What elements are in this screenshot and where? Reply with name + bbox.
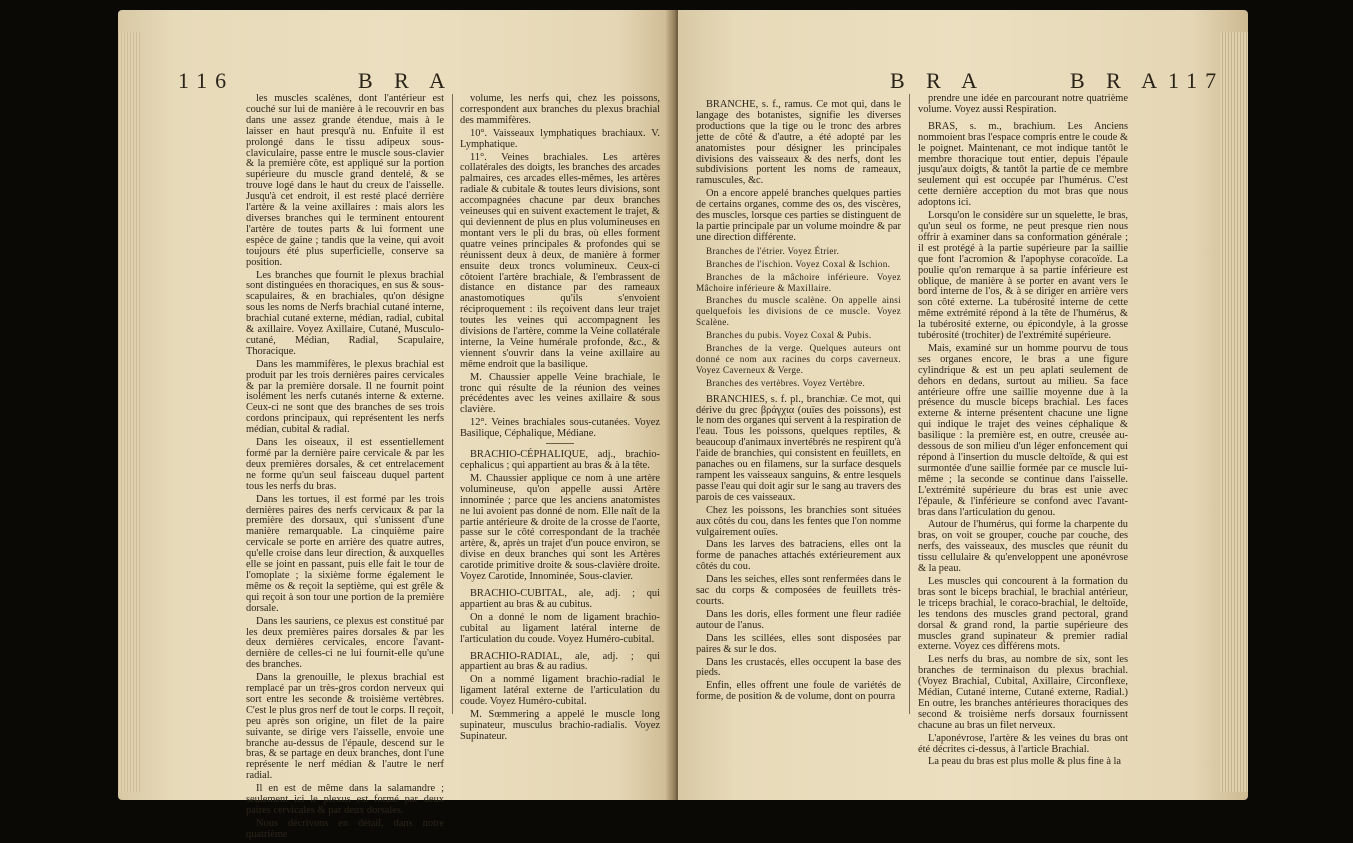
paragraph: Dans les doris, elles forment une fleur radiée autour de l'anus. <box>696 608 901 631</box>
paragraph: prendre une idée en parcourant notre quatrième volume. Voyez aussi Respiration. <box>918 93 1128 115</box>
dictionary-entry: BRACHIO-CÉPHALIQUE, adj., brachio-cephalicus ; qui appartient au bras & à la tête. <box>460 449 660 471</box>
paragraph: Dans les crustacés, elles occupent la base des pieds. <box>696 656 901 679</box>
paragraph: Chez les poissons, les branchies sont situées aux côtés du cou, dans les fentes que l'on nomme vulgairement ouïes. <box>696 504 901 538</box>
right-column-2 <box>918 94 1128 770</box>
paragraph: Lorsqu'on le considère sur un squelette, le bras, qu'un seul os forme, ne peut presque rien nous offrir à examiner dans sa conformation générale ; il est protégé à la partie supérieure par la saillie que font l'acromion & l'apophyse coracoïde. La poulie qu'on remarque à sa partie inférieure est oblique, de manière à se porter en avant vers le bord interne de l'os, & à se diriger en arrière vers son côté externe. La tubérosité interne de cette même extrémité répond à la tête de l'humérus, & la tubérosité externe, ou épicondyle, à la grosse tubérosité (trochiter) de l'extrémité supérieure. <box>918 210 1128 342</box>
page-edges-left <box>118 32 140 792</box>
sub-entry: Branches de la mâchoire inférieure. Voyez Mâchoire inférieure & Maxillaire. <box>696 271 901 293</box>
paragraph: Dans les sauriens, ce plexus est constitué par les deux premières paires dorsales & par les deux dernières cervicales, encore l'avant-dernière de celles-ci ne lui fournit-elle qu'une des branches. <box>246 615 444 671</box>
sub-entry: Branches des vertèbres. Voyez Vertèbre. <box>706 377 866 388</box>
section-rule <box>546 443 574 444</box>
paragraph: Dans les mammifères, le plexus brachial est produit par les trois dernières paires cervicales & par la première dorsale. Il ne fournit point isolément les nerfs cutanés interne & externe. Ceux-ci ne sont que des branches de ses trois cordons principaux, qui représentent les nerfs médian, cubital & radial. <box>246 358 444 436</box>
paragraph: Nous décrivons en détail, dans notre quatrième <box>246 817 444 840</box>
open-book <box>118 10 1248 840</box>
paragraph: Dans la grenouille, le plexus brachial est remplacé par un très-gros cordon nerveux qui sort entre les seconde & troisième vertèbres. C'est le plus gros nerf de tout le corps. Il reçoit, peu après son origine, un filet de la paire suivante, se dirige vers l'aisselle, envoie une branche au-dessus de l'épaule, descend sur le bras, & se partage en deux branches, dont l'une représente le nerf médian & l'autre le nerf radial. <box>246 672 444 782</box>
left-column-1 <box>246 94 444 843</box>
paragraph: Dans les seiches, elles sont renfermées dans le sac du corps & composées de feuillets très-courts. <box>696 574 901 607</box>
paragraph: Les muscles qui concourent à la formation du bras sont le biceps brachial, le brachial antérieur, le triceps brachial, le coraco-brachial, le deltoïde, les tendons des muscles grand pectoral, grand dorsal & grand rond, la partie supérieure des muscles grand supinateur & premier radial externe. Voyez ces différens mots. <box>918 575 1128 653</box>
paragraph: M. Chaussier applique ce nom à une artère volumineuse, qu'on appelle aussi Artère innominée ; parce que les anciens anatomistes ne lui avoient pas donné de nom. Elle naît de la partie antérieure & droite de la crosse de l'aorte, passe sur le côté correspondant de la trachée artère, &, après un trajet d'un pouce environ, se divise en deux branches qui sont les Artères carotide primitive droite & sous-clavière droite. Voyez Carotide, Innominée, Sous-clavier. <box>460 472 660 583</box>
dictionary-entry: BRAS, s. m., brachium. Les Anciens nommoient bras l'espace compris entre le coude & le poignet. Maintenant, ce mot indique tantôt le membre thoracique tout entier, depuis l'épaule jusqu'aux doigts, & tantôt la partie de ce membre seulement qui est occupée par l'humérus. C'est cette dernière acception du mot bras que nous adoptons ici. <box>918 120 1128 209</box>
dictionary-entry: BRACHIO-RADIAL, ale, adj. ; qui appartient au bras & au radius. <box>460 650 660 673</box>
dictionary-entry: BRANCHIES, s. f. pl., branchiæ. Ce mot, qui dérive du grec βράγχια (ouïes des poissons), est le nom des organes qui servent à la respiration de l'eau. Tous les poissons, quelques reptiles, & beaucoup d'animaux invertébrés ne respirent qu'à l'aide de branchies, qui consistent en feuillets, en panaches ou en filamens, sur la surface desquels rampent les vaisseaux sanguins, & entre lesquels passe l'eau qui doit agir sur le sang au travers des parois de ces vaisseaux. <box>696 393 901 503</box>
paragraph: L'aponévrose, l'artère & les veines du bras ont été décrites ci-dessus, à l'article Brachial. <box>918 732 1128 755</box>
right-running-header: B R A <box>1070 68 1166 93</box>
right-page <box>678 10 1248 800</box>
column-divider <box>909 94 910 714</box>
dictionary-entry: BRANCHE, s. f., ramus. Ce mot qui, dans le langage des botanistes, signifie les diverses productions que la tige ou le tronc des arbres jette de côté & d'autre, a été adopté par les anatomistes pour désigner les principales divisions des vaisseaux & des nerfs, dont les subdivisions portent les noms de rameaux, ramuscules, &c. <box>696 99 901 187</box>
sub-entry: Branches de l'étrier. Voyez Étrier. <box>706 245 840 256</box>
paragraph: Autour de l'humérus, qui forme la charpente du bras, on voit se grouper, couche par couche, des nerfs, des vaisseaux, des muscles que réunit du tissu cellulaire & qu'enveloppent une aponévrose & la peau. <box>918 519 1128 575</box>
dictionary-entry: BRACHIO-CUBITAL, ale, adj. ; qui appartient au bras & au cubitus. <box>460 587 660 610</box>
sub-entry: Branches de la verge. Quelques auteurs ont donné ce nom aux racines du corps caverneux. Voyez Caverneux & Verge. <box>696 343 901 375</box>
paragraph: On a nommé ligament brachio-radial le ligament latéral externe de l'articulation du coude. Voyez Huméro-cubital. <box>460 674 660 708</box>
paragraph: les muscles scalènes, dont l'antérieur est couché sur lui de manière à le recouvrir en bas dans une assez grande étendue, mais à le laisser en haut presqu'à nu. Enfuite il est prolongé dans le tissu adipeux sous-claviculaire, passe entre le muscle sous-clavier & la première côte, est appliqué sur la portion supérieure du muscle grand dentelé, & se trouve logé dans le haut du creux de l'aisselle. Jusqu'à cet endroit, il est resté placé derrière l'artère & la veine axillaires : mais alors les diverses branches qui le terminent entourent l'artère de toutes parts & lui forment une espèce de gaine ; tandis que la veine, qui avoit toujours été plus superficielle, conserve sa position. <box>246 93 444 268</box>
left-page <box>118 10 673 840</box>
paragraph: On a donné le nom de ligament brachio-cubital au ligament latéral interne de l'articulation du coude. Voyez Huméro-cubital. <box>460 611 660 645</box>
paragraph: Il en est de même dans la salamandre ; seulement ici le plexus est formé par deux paires cervicales & par deux dorsales. <box>246 783 444 816</box>
paragraph: 12°. Veines brachiales sous-cutanées. Voyez Basilique, Céphalique, Médiane. <box>460 417 660 440</box>
left-page-number: 116 <box>178 68 235 93</box>
paragraph: Mais, examiné sur un homme pourvu de tous ses organes encore, le bras a une figure cylindrique & est un peu aplati seulement de dehors en dedans, surtout au milieu. Sa face antérieure offre une saillie moyenne due à la présence du muscle biceps brachial. Les faces externe & interne présentent chacune une ligne qui indique le trajet des veines céphalique & basilique : la première est, en outre, creusée au-dessous de son milieu d'un léger enfoncement qui répond à l'insertion du muscle deltoïde, & qui est surmontée d'une saillie formée par ce muscle lui-même ; la seconde se continue dans l'aisselle. L'extrémité supérieure du bras est unie avec l'épaule, & l'inférieure se confond avec l'avant-bras dans l'articulation du genou. <box>918 342 1128 518</box>
sub-entry: Branches de l'ischion. Voyez Coxal & Ischion. <box>706 258 891 269</box>
paragraph: 11°. Veines brachiales. Les artères collatérales des doigts, les branches des arcades palmaires, ces arcades elles-mêmes, les artères radiale & cubitale & toutes leurs divisions, sont accompagnées chacune par deux branches veineuses qui en suivent exactement le trajet, & qui deviennent de plus en plus volumineuses en montant vers le pli du bras, où elles forment quatre veines principales & profondes qui se réunissent deux à deux, de manière à former ensuite deux troncs volumineux. Ceux-ci côtoient l'artère brachiale, & l'embrassent de distance en distance par des rameaux anastomotiques qu'ils s'envoient réciproquement : ils reçoivent dans leur trajet toutes les veines qui accompagnent les divisions de l'artère, comme la Veine collatérale interne, la Veine humérale profonde, &c., & viennent s'ouvrir dans la veine axillaire au même endroit que la basilique. <box>460 151 660 370</box>
sub-entry: Branches du muscle scalène. On appelle ainsi quelquefois les divisions de ce muscle. Voyez Scalène. <box>696 295 901 328</box>
paragraph: volume, les nerfs qui, chez les poissons, correspondent aux branches du plexus brachial des mammifères. <box>460 93 660 126</box>
left-running-header: B R A <box>358 68 454 93</box>
sub-entry: Branches du pubis. Voyez Coxal & Pubis. <box>706 330 872 341</box>
column-divider <box>452 94 453 714</box>
right-page-number: 117 <box>1168 68 1225 93</box>
paragraph: Dans les scillées, elles sont disposées par paires & sur le dos. <box>696 632 901 655</box>
paragraph: Dans les oiseaux, il est essentiellement formé par la dernière paire cervicale & par les deux premières dorsales, & cet entrelacement ne forme qu'un seul faisceau duquel partent tous les nerfs du bras. <box>246 437 444 492</box>
right-running-header-left: B R A <box>890 68 986 93</box>
paragraph: Dans les tortues, il est formé par les trois dernières paires des nerfs cervicaux & par la première des dorsaux, qui s'unissent d'une manière remarquable. La cinquième paire cervicale se porte en arrière des quatre autres, qu'elle croise dans leur direction, & auxquelles elle se joint en passant, puis elle fait le tour de l'omoplate ; la sixième forme également le même os & reçoit la septième, qui est grêle & qui reçoit à son tour une portion de la première dorsale. <box>246 493 444 614</box>
paragraph: Les nerfs du bras, au nombre de six, sont les branches de terminaison du plexus brachial. (Voyez Brachial, Cubital, Axillaire, Circonflexe, Médian, Cutané interne, Cutané externe, Radial.) En outre, les branches antérieures thoraciques des second & troisième nerfs dorsaux fournissent chacune au bras un filet nerveux. <box>918 654 1128 731</box>
paragraph: M. Chaussier appelle Veine brachiale, le tronc qui résulte de la réunion des veines précédentes avec les veines axillaire & sous clavière. <box>460 371 660 416</box>
paragraph: On a encore appelé branches quelques parties de certains organes, comme des os, des viscères, des muscles, lorsque ces parties se distinguent de la partie principale par un volume moindre & par une direction différente. <box>696 188 901 243</box>
paragraph: Les branches que fournit le plexus brachial sont distinguées en thoraciques, en sus & sous-scapulaires, & en brachiales, qu'on désigne sous les noms de Nerfs brachial cutané interne, brachial cutané externe, médian, radial, cubital & axillaire. Voyez Axillaire, Cutané, Musculo-cutané, Médian, Radial, Scapulaire, Thoracique. <box>246 269 444 357</box>
page-edges-right <box>1220 32 1248 792</box>
paragraph: Enfin, elles offrent une foule de variétés de forme, de position & de volume, dont on pourra <box>696 680 901 703</box>
paragraph: Dans les larves des batraciens, elles ont la forme de panaches attachés extérieurement aux côtés du cou. <box>696 539 901 573</box>
paragraph: La peau du bras est plus molle & plus fine à la <box>928 756 1122 768</box>
paragraph: M. Sœmmering a appelé le muscle long supinateur, musculus brachio-radialis. Voyez Supinateur. <box>460 709 660 742</box>
right-column-1 <box>696 94 901 705</box>
left-column-2 <box>460 94 660 745</box>
paragraph: 10°. Vaisseaux lymphatiques brachiaux. V. Lymphatique. <box>460 127 660 150</box>
